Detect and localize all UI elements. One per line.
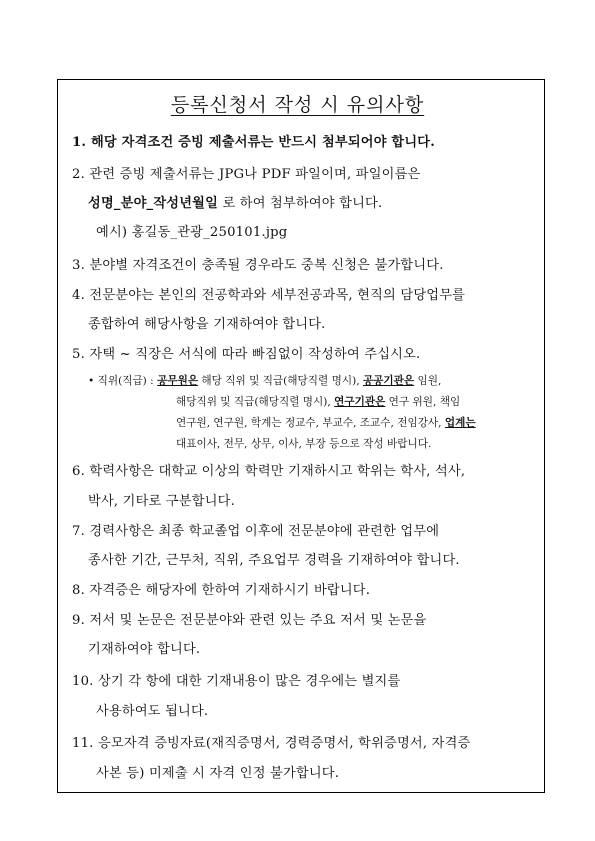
item-4-line-1: 4. 전문분야는 본인의 전공학과와 세부전공과목, 현직의 담당업무를	[72, 288, 466, 303]
item-5-note-line-2: 해당직위 및 직급(해당직렬 명시), 연구기관은 연구 위원, 책임	[176, 396, 461, 408]
item-7-line-1: 7. 경력사항은 최종 학교졸업 이후에 전문분야에 관련한 업무에	[72, 524, 440, 539]
item-11-line-1: 11. 응모자격 증빙자료(재직증명서, 경력증명서, 학위증명서, 자격증	[72, 736, 471, 751]
item-4-line-2: 종합하여 해당사항을 기재하여야 합니다.	[88, 317, 326, 332]
item-5-note-line-3: 연구원, 연구원, 학계는 정교수, 부교수, 조교수, 전임강사, 업계는	[176, 417, 476, 429]
item-2-example: 예시) 홍길동_관광_250101.jpg	[96, 225, 288, 240]
item-9-line-1: 9. 저서 및 논문은 전문분야와 관련 있는 주요 저서 및 논문을	[72, 613, 427, 628]
item-5-note-line-1: • 직위(직급) : 공무원은 해당 직위 및 직급(해당직렬 명시), 공공기관은 임원,	[88, 375, 442, 387]
item-3: 3. 분야별 자격조건이 충족될 경우라도 중복 신청은 불가합니다.	[72, 258, 444, 273]
item-10-line-1: 10. 상기 각 항에 대한 기재내용이 많은 경우에는 별지를	[72, 674, 401, 689]
page-title: 등록신청서 작성 시 유의사항	[170, 94, 425, 116]
item-2-line-1: 2. 관련 증빙 제출서류는 JPG나 PDF 파일이며, 파일이름은	[72, 167, 421, 182]
item-5-note-line-4: 대표이사, 전무, 상무, 이사, 부장 등으로 작성 바랍니다.	[176, 438, 432, 450]
item-11-line-2: 사본 등) 미제출 시 자격 인정 불가합니다.	[96, 766, 340, 781]
item-5: 5. 자택 ~ 직장은 서식에 따라 빠짐없이 작성하여 주십시오.	[72, 347, 421, 362]
filename-format: 성명_분야_작성년월일	[88, 196, 219, 211]
item-6-line-1: 6. 학력사항은 대학교 이상의 학력만 기재하시고 학위는 학사, 석사,	[72, 464, 466, 479]
item-8: 8. 자격증은 해당자에 한하여 기재하시기 바랍니다.	[72, 583, 371, 598]
item-7-line-2: 종사한 기간, 근무처, 직위, 주요업무 경력을 기재하여야 합니다.	[88, 553, 460, 568]
item-9-line-2: 기재하여야 합니다.	[88, 642, 201, 657]
item-2-line-2: 성명_분야_작성년월일 로 하여 첨부하여야 합니다.	[88, 196, 383, 211]
item-1: 1. 해당 자격조건 증빙 제출서류는 반드시 첨부되어야 합니다.	[72, 135, 436, 150]
item-10-line-2: 사용하여도 됩니다.	[96, 704, 209, 719]
item-6-line-2: 박사, 기타로 구분합니다.	[88, 494, 235, 509]
